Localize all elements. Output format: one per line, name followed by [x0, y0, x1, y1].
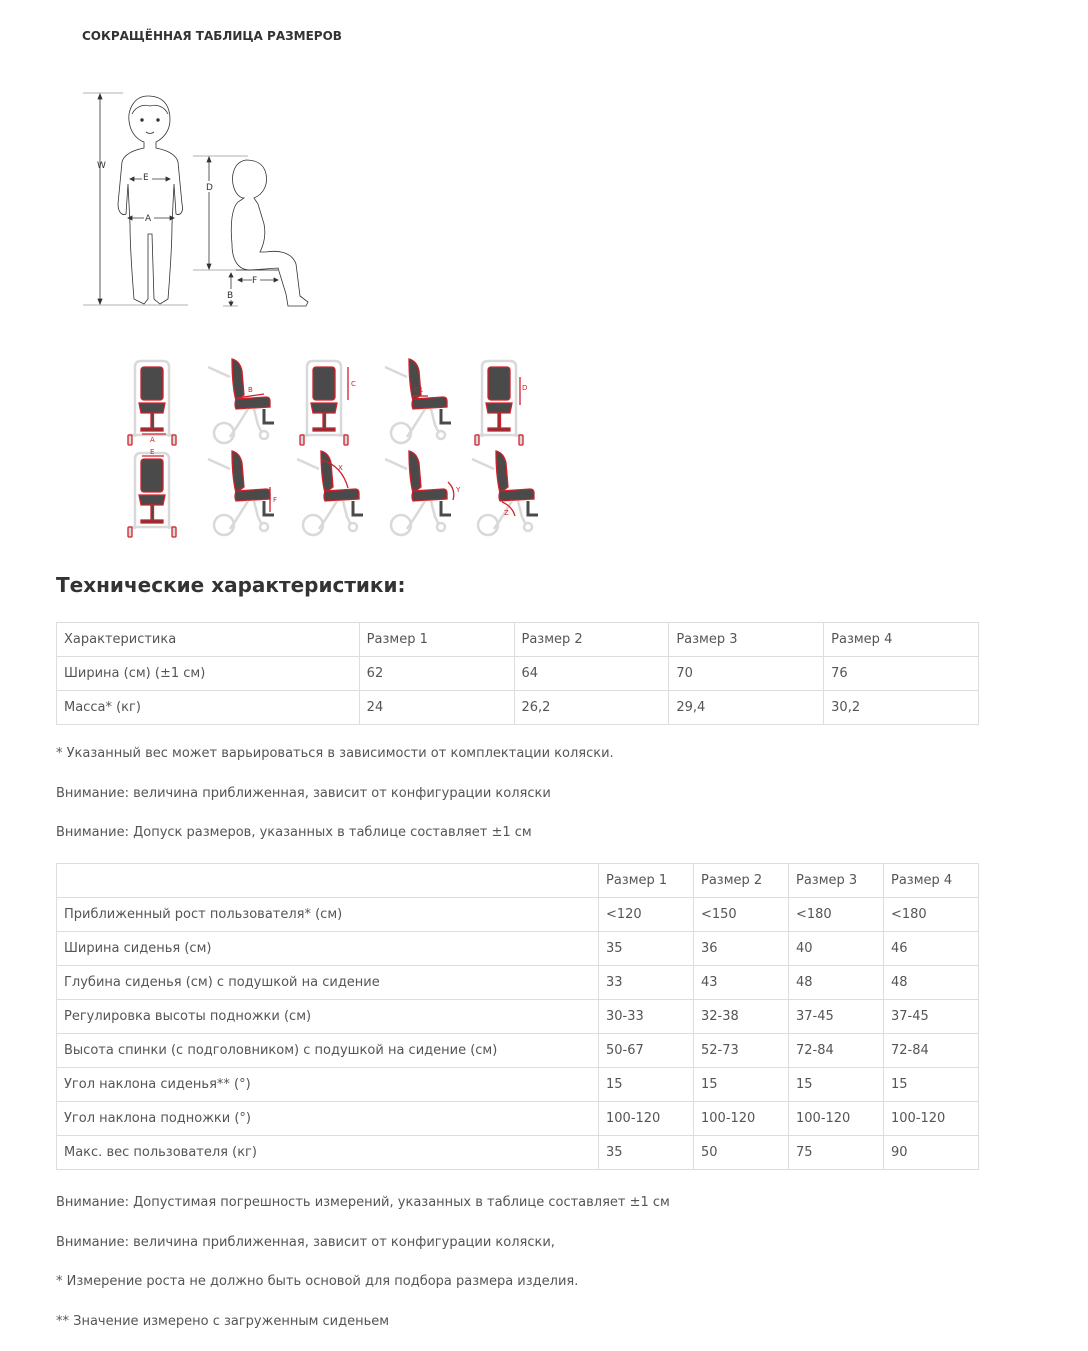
- table-cell: Угол наклона сиденья** (°): [57, 1068, 599, 1102]
- table-header-cell: Размер 1: [359, 623, 514, 657]
- table-cell: 35: [599, 932, 694, 966]
- table-cell: Макс. вес пользователя (кг): [57, 1136, 599, 1170]
- table-row: [57, 1034, 979, 1068]
- table-cell: Ширина сиденья (см): [57, 932, 599, 966]
- table-cell: <180: [884, 898, 979, 932]
- chair-label-f: F: [273, 496, 278, 504]
- table-cell: 100-120: [599, 1102, 694, 1136]
- table-cell: 100-120: [694, 1102, 789, 1136]
- table-cell: 32-38: [694, 1000, 789, 1034]
- table-header-cell: Характеристика: [57, 623, 360, 657]
- table-row: [57, 1136, 979, 1170]
- table-row: [57, 657, 979, 691]
- label-f: F: [252, 276, 258, 286]
- table-cell: 70: [669, 657, 824, 691]
- chair-label-c1: C1: [414, 386, 424, 394]
- table-cell: 35: [599, 1136, 694, 1170]
- table-row: [57, 1068, 979, 1102]
- table-cell: 48: [789, 966, 884, 1000]
- tolerance-note: Внимание: Допуск размеров, указанных в таблице составляет ±1 см: [56, 825, 532, 840]
- size-table: [56, 863, 979, 1170]
- table-row: [57, 898, 979, 932]
- table-cell: 26,2: [514, 691, 669, 725]
- table-cell: 15: [884, 1068, 979, 1102]
- table-cell: <180: [789, 898, 884, 932]
- table-header-row: [57, 623, 979, 657]
- table-cell: Угол наклона подножки (°): [57, 1102, 599, 1136]
- measurement-tolerance-note: Внимание: Допустимая погрешность измерений, указанных в таблице составляет ±1 см: [56, 1195, 670, 1210]
- table-cell: 76: [824, 657, 979, 691]
- chair-label-e: E: [150, 448, 155, 456]
- table-cell: Ширина (см) (±1 см): [57, 657, 360, 691]
- approximate-value-note-2: Внимание: величина приближенная, зависит от конфигурации коляски,: [56, 1235, 555, 1250]
- table-row: [57, 691, 979, 725]
- height-footnote: * Измерение роста не должно быть основой для подбора размера изделия.: [56, 1274, 579, 1289]
- table-header-cell: Размер 4: [884, 864, 979, 898]
- table-cell: 37-45: [884, 1000, 979, 1034]
- table-cell: 37-45: [789, 1000, 884, 1034]
- table-cell: Глубина сиденья (см) с подушкой на сидение: [57, 966, 599, 1000]
- table-cell: 50-67: [599, 1034, 694, 1068]
- table-header-cell: Размер 2: [694, 864, 789, 898]
- chair-label-b: B: [248, 386, 253, 394]
- table-cell: Приближенный рост пользователя* (см): [57, 898, 599, 932]
- chair-label-x: X: [338, 464, 343, 472]
- wheelchair-measurement-diagrams: [120, 352, 550, 542]
- approximate-value-note: Внимание: величина приближенная, зависит от конфигурации коляски: [56, 786, 551, 801]
- table-cell: 40: [789, 932, 884, 966]
- table-header-cell: [57, 864, 599, 898]
- short-size-table-title: СОКРАЩЁННАЯ ТАБЛИЦА РАЗМЕРОВ: [82, 29, 342, 43]
- table-cell: 46: [884, 932, 979, 966]
- table-cell: Высота спинки (с подголовником) с подушкой на сидение (см): [57, 1034, 599, 1068]
- table-cell: 48: [884, 966, 979, 1000]
- table-header-cell: Размер 3: [669, 623, 824, 657]
- label-e: E: [143, 173, 149, 183]
- label-a: A: [145, 214, 152, 224]
- table-cell: 36: [694, 932, 789, 966]
- table-header-cell: Размер 4: [824, 623, 979, 657]
- table-cell: Масса* (кг): [57, 691, 360, 725]
- table-cell: 30,2: [824, 691, 979, 725]
- table-row: [57, 932, 979, 966]
- table-header-row: [57, 864, 979, 898]
- table-cell: <120: [599, 898, 694, 932]
- chair-label-c: C: [351, 380, 356, 388]
- table-cell: 52-73: [694, 1034, 789, 1068]
- table-row: [57, 1102, 979, 1136]
- table-header-cell: Размер 1: [599, 864, 694, 898]
- table-row: [57, 966, 979, 1000]
- tech-specs-table: [56, 622, 979, 725]
- tech-specs-heading: Технические характеристики:: [56, 573, 406, 597]
- table-cell: 100-120: [789, 1102, 884, 1136]
- table-cell: 15: [599, 1068, 694, 1102]
- table-cell: 90: [884, 1136, 979, 1170]
- table-cell: 50: [694, 1136, 789, 1170]
- chair-label-y: Y: [456, 486, 461, 494]
- table-cell: 15: [789, 1068, 884, 1102]
- table-cell: <150: [694, 898, 789, 932]
- seat-angle-footnote: ** Значение измерено с загруженным сиденьем: [56, 1314, 390, 1329]
- table-cell: 30-33: [599, 1000, 694, 1034]
- label-b: B: [227, 291, 234, 301]
- table-cell: Регулировка высоты подножки (см): [57, 1000, 599, 1034]
- weight-footnote: * Указанный вес может варьироваться в зависимости от комплектации коляски.: [56, 746, 614, 761]
- table-cell: 100-120: [884, 1102, 979, 1136]
- child-measurement-diagram: [78, 84, 328, 314]
- table-header-cell: Размер 3: [789, 864, 884, 898]
- table-cell: 75: [789, 1136, 884, 1170]
- table-cell: 62: [359, 657, 514, 691]
- table-cell: 64: [514, 657, 669, 691]
- label-d: D: [206, 183, 213, 193]
- table-cell: 29,4: [669, 691, 824, 725]
- table-cell: 72-84: [884, 1034, 979, 1068]
- table-cell: 15: [694, 1068, 789, 1102]
- chair-label-a: A: [150, 436, 155, 444]
- table-cell: 33: [599, 966, 694, 1000]
- chair-label-d: D: [522, 384, 528, 392]
- table-header-cell: Размер 2: [514, 623, 669, 657]
- chair-label-z: Z: [504, 509, 509, 517]
- table-row: [57, 1000, 979, 1034]
- table-cell: 24: [359, 691, 514, 725]
- table-cell: 72-84: [789, 1034, 884, 1068]
- label-w: W: [97, 161, 106, 171]
- table-cell: 43: [694, 966, 789, 1000]
